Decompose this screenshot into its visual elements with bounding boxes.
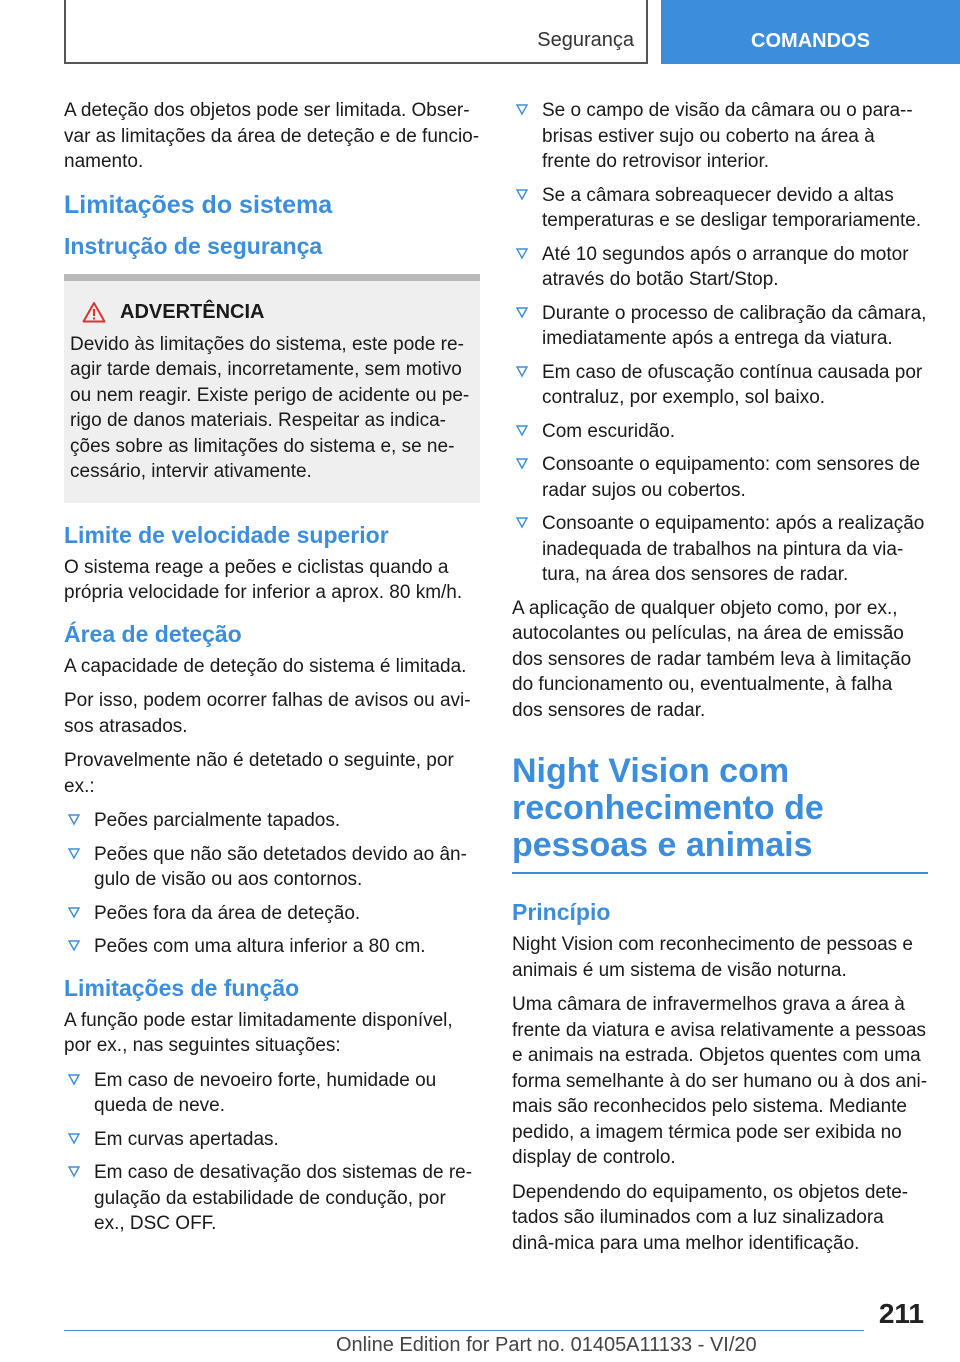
warning-title: ADVERTÊNCIA	[120, 300, 265, 323]
left-column	[64, 98, 480, 1245]
heading-safety-instruction: Instrução de segurança	[64, 232, 323, 259]
heading-principle: Princípio	[512, 899, 611, 925]
list-item: Até 10 segundos após o arranque do motor através do botão Start/Stop.	[512, 242, 928, 293]
list-item: Durante o processo de calibração da câmara, imediatamente após a entrega da viatura.	[512, 301, 928, 352]
list-item: Em caso de desativação dos sistemas de re-gulação da estabilidade de condução, por ex., DSC OFF.	[64, 1160, 480, 1237]
heading-detection-area: Área de deteção	[64, 620, 242, 647]
list-item: Em curvas apertadas.	[64, 1127, 480, 1153]
triangle-bullet-icon	[68, 1074, 80, 1086]
triangle-bullet-icon	[68, 1166, 80, 1178]
intro-paragraph: A deteção dos objetos pode ser limitada. Obser-var as limitações da área de deteção e de funcio-namento.	[64, 100, 480, 172]
warning-box	[64, 281, 480, 503]
triangle-bullet-icon	[516, 458, 528, 470]
list-item: Peões com uma altura inferior a 80 cm.	[64, 934, 480, 960]
triangle-bullet-icon	[516, 366, 528, 378]
heading-system-limitations: Limitações do sistema	[64, 190, 333, 219]
heading-function-limitations: Limitações de função	[64, 974, 300, 1001]
warning-text: Devido às limitações do sistema, este pode re-agir tarde demais, incorretamente, sem motivo ou nem reagir. Existe perigo de acidente ou pe-rigo de danos materiais. Respeitar as indica-ções sobre as limitações do sistema e, se ne-cessário, intervir ativamente.	[70, 333, 470, 482]
header-chapter-tab	[661, 0, 960, 64]
heading-speed-limit: Limite de velocidade superior	[64, 521, 389, 548]
triangle-bullet-icon	[68, 907, 80, 919]
section-title-rule	[512, 872, 928, 874]
triangle-bullet-icon	[68, 814, 80, 826]
principle-paragraph-2: Uma câmara de infravermelhos grava a área à frente da viatura e avisa relativamente a pessoas e animais na estrada. Objetos quentes com uma forma semelhante à do ser humano ou à dos ani-mais são reconhecidos pelo sistema. Mediante pedido, a imagem térmica pode ser exibida no display de controlo.	[512, 994, 928, 1168]
principle-paragraph-1: Night Vision com reconhecimento de pessoas e animais é um sistema de visão noturna.	[512, 934, 913, 981]
section-title-night-vision: Night Vision com reconhecimento de pessoas e animais	[512, 752, 824, 864]
warning-triangle-icon	[82, 301, 106, 323]
limitations-list	[512, 98, 928, 588]
list-item: Em caso de nevoeiro forte, humidade ou queda de neve.	[64, 1068, 480, 1119]
radar-paragraph: A aplicação de qualquer objeto como, por ex., autocolantes ou películas, na área de emissão dos sensores de radar também leva à limitação do funcionamento ou, eventualmente, à falha dos sensores de radar.	[512, 597, 912, 721]
function-paragraph: A função pode estar limitadamente disponível, por ex., nas seguintes situações:	[64, 1009, 453, 1056]
header-chapter-title: COMANDOS	[751, 30, 870, 52]
speed-paragraph: O sistema reage a peões e ciclistas quando a própria velocidade for inferior a aprox. 80 km/h.	[64, 556, 463, 603]
triangle-bullet-icon	[516, 307, 528, 319]
area-paragraph-2: Por isso, podem ocorrer falhas de avisos ou avi-sos atrasados.	[64, 690, 471, 737]
header-section-box	[64, 0, 648, 64]
triangle-bullet-icon	[68, 848, 80, 860]
triangle-bullet-icon	[516, 517, 528, 529]
footer-edition: Online Edition for Part no. 01405A11133 - VI/20	[336, 1334, 757, 1356]
triangle-bullet-icon	[68, 1133, 80, 1145]
principle-paragraph-3: Dependendo do equipamento, os objetos dete-tados são iluminados com a luz sinalizadora dinâ-mica para uma melhor identificação.	[512, 1181, 909, 1254]
function-list	[64, 1068, 480, 1237]
header-section-title: Segurança	[537, 29, 634, 51]
list-item: Peões que não são detetados devido ao ân-gulo de visão ou aos contornos.	[64, 842, 480, 893]
area-paragraph-1: A capacidade de deteção do sistema é limitada.	[64, 655, 467, 677]
list-item: Peões parcialmente tapados.	[64, 808, 480, 834]
footer-rule	[64, 1330, 864, 1331]
triangle-bullet-icon	[516, 425, 528, 437]
list-item: Se o campo de visão da câmara ou o para--brisas estiver sujo ou coberto na área à frente do retrovisor interior.	[512, 98, 928, 175]
right-column	[512, 98, 928, 1265]
triangle-bullet-icon	[516, 248, 528, 260]
area-paragraph-3: Provavelmente não é detetado o seguinte, por ex.:	[64, 750, 454, 797]
triangle-bullet-icon	[68, 940, 80, 952]
list-item: Consoante o equipamento: com sensores de radar sujos ou cobertos.	[512, 452, 928, 503]
area-list	[64, 808, 480, 960]
triangle-bullet-icon	[516, 104, 528, 116]
list-item: Se a câmara sobreaquecer devido a altas temperaturas e se desligar temporariamente.	[512, 183, 928, 234]
warning-top-rule	[64, 274, 480, 281]
list-item: Com escuridão.	[512, 419, 928, 445]
list-item: Peões fora da área de deteção.	[64, 901, 480, 927]
page-number: 211	[878, 1298, 924, 1329]
list-item: Em caso de ofuscação contínua causada por contraluz, por exemplo, sol baixo.	[512, 360, 928, 411]
triangle-bullet-icon	[516, 189, 528, 201]
list-item: Consoante o equipamento: após a realização inadequada de trabalhos na pintura da via-tura, na área dos sensores de radar.	[512, 511, 928, 588]
warning-title-row	[82, 301, 474, 324]
